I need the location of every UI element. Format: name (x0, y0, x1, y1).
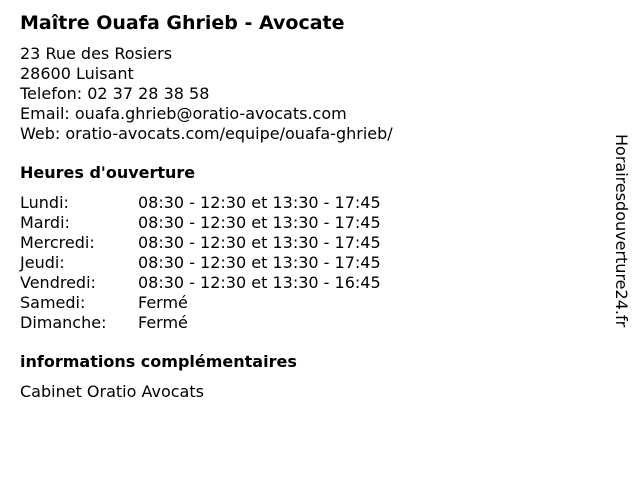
phone-number: Telefon: 02 37 28 38 58 (20, 84, 210, 103)
day-label: Mercredi: (20, 233, 95, 252)
business-card (20, 10, 600, 402)
additional-info-text: Cabinet Oratio Avocats (20, 382, 204, 401)
day-hours: 08:30 - 12:30 et 13:30 - 17:45 (138, 193, 381, 212)
day-label: Vendredi: (20, 273, 96, 292)
hours-row-mardi (20, 213, 600, 233)
day-label: Lundi: (20, 193, 69, 212)
hours-row-jeudi (20, 253, 600, 273)
hours-row-lundi (20, 193, 600, 213)
additional-info-section (20, 352, 600, 402)
day-label: Mardi: (20, 213, 70, 232)
opening-hours-section (20, 163, 600, 333)
page-title: Maître Ouafa Ghrieb - Avocate (20, 12, 345, 34)
day-hours: 08:30 - 12:30 et 13:30 - 17:45 (138, 233, 381, 252)
site-watermark: Horairesdouverture24.fr (612, 134, 631, 328)
additional-info-heading: informations complémentaires (20, 352, 297, 371)
city-address: 28600 Luisant (20, 64, 134, 83)
day-hours: 08:30 - 12:30 et 13:30 - 16:45 (138, 273, 381, 292)
day-label: Dimanche: (20, 313, 107, 332)
website-address: Web: oratio-avocats.com/equipe/ouafa-ghrieb/ (20, 124, 393, 143)
day-hours: 08:30 - 12:30 et 13:30 - 17:45 (138, 213, 381, 232)
hours-row-mercredi (20, 233, 600, 253)
day-hours: Fermé (138, 293, 188, 312)
email-address: Email: ouafa.ghrieb@oratio-avocats.com (20, 104, 347, 123)
hours-row-samedi (20, 293, 600, 313)
opening-hours-table (20, 193, 600, 333)
address-block (20, 44, 600, 144)
hours-row-vendredi (20, 273, 600, 293)
day-label: Samedi: (20, 293, 86, 312)
street-address: 23 Rue des Rosiers (20, 44, 173, 63)
day-hours: 08:30 - 12:30 et 13:30 - 17:45 (138, 253, 381, 272)
day-label: Jeudi: (20, 253, 65, 272)
opening-hours-heading: Heures d'ouverture (20, 163, 196, 182)
day-hours: Fermé (138, 313, 188, 332)
hours-row-dimanche (20, 313, 600, 333)
